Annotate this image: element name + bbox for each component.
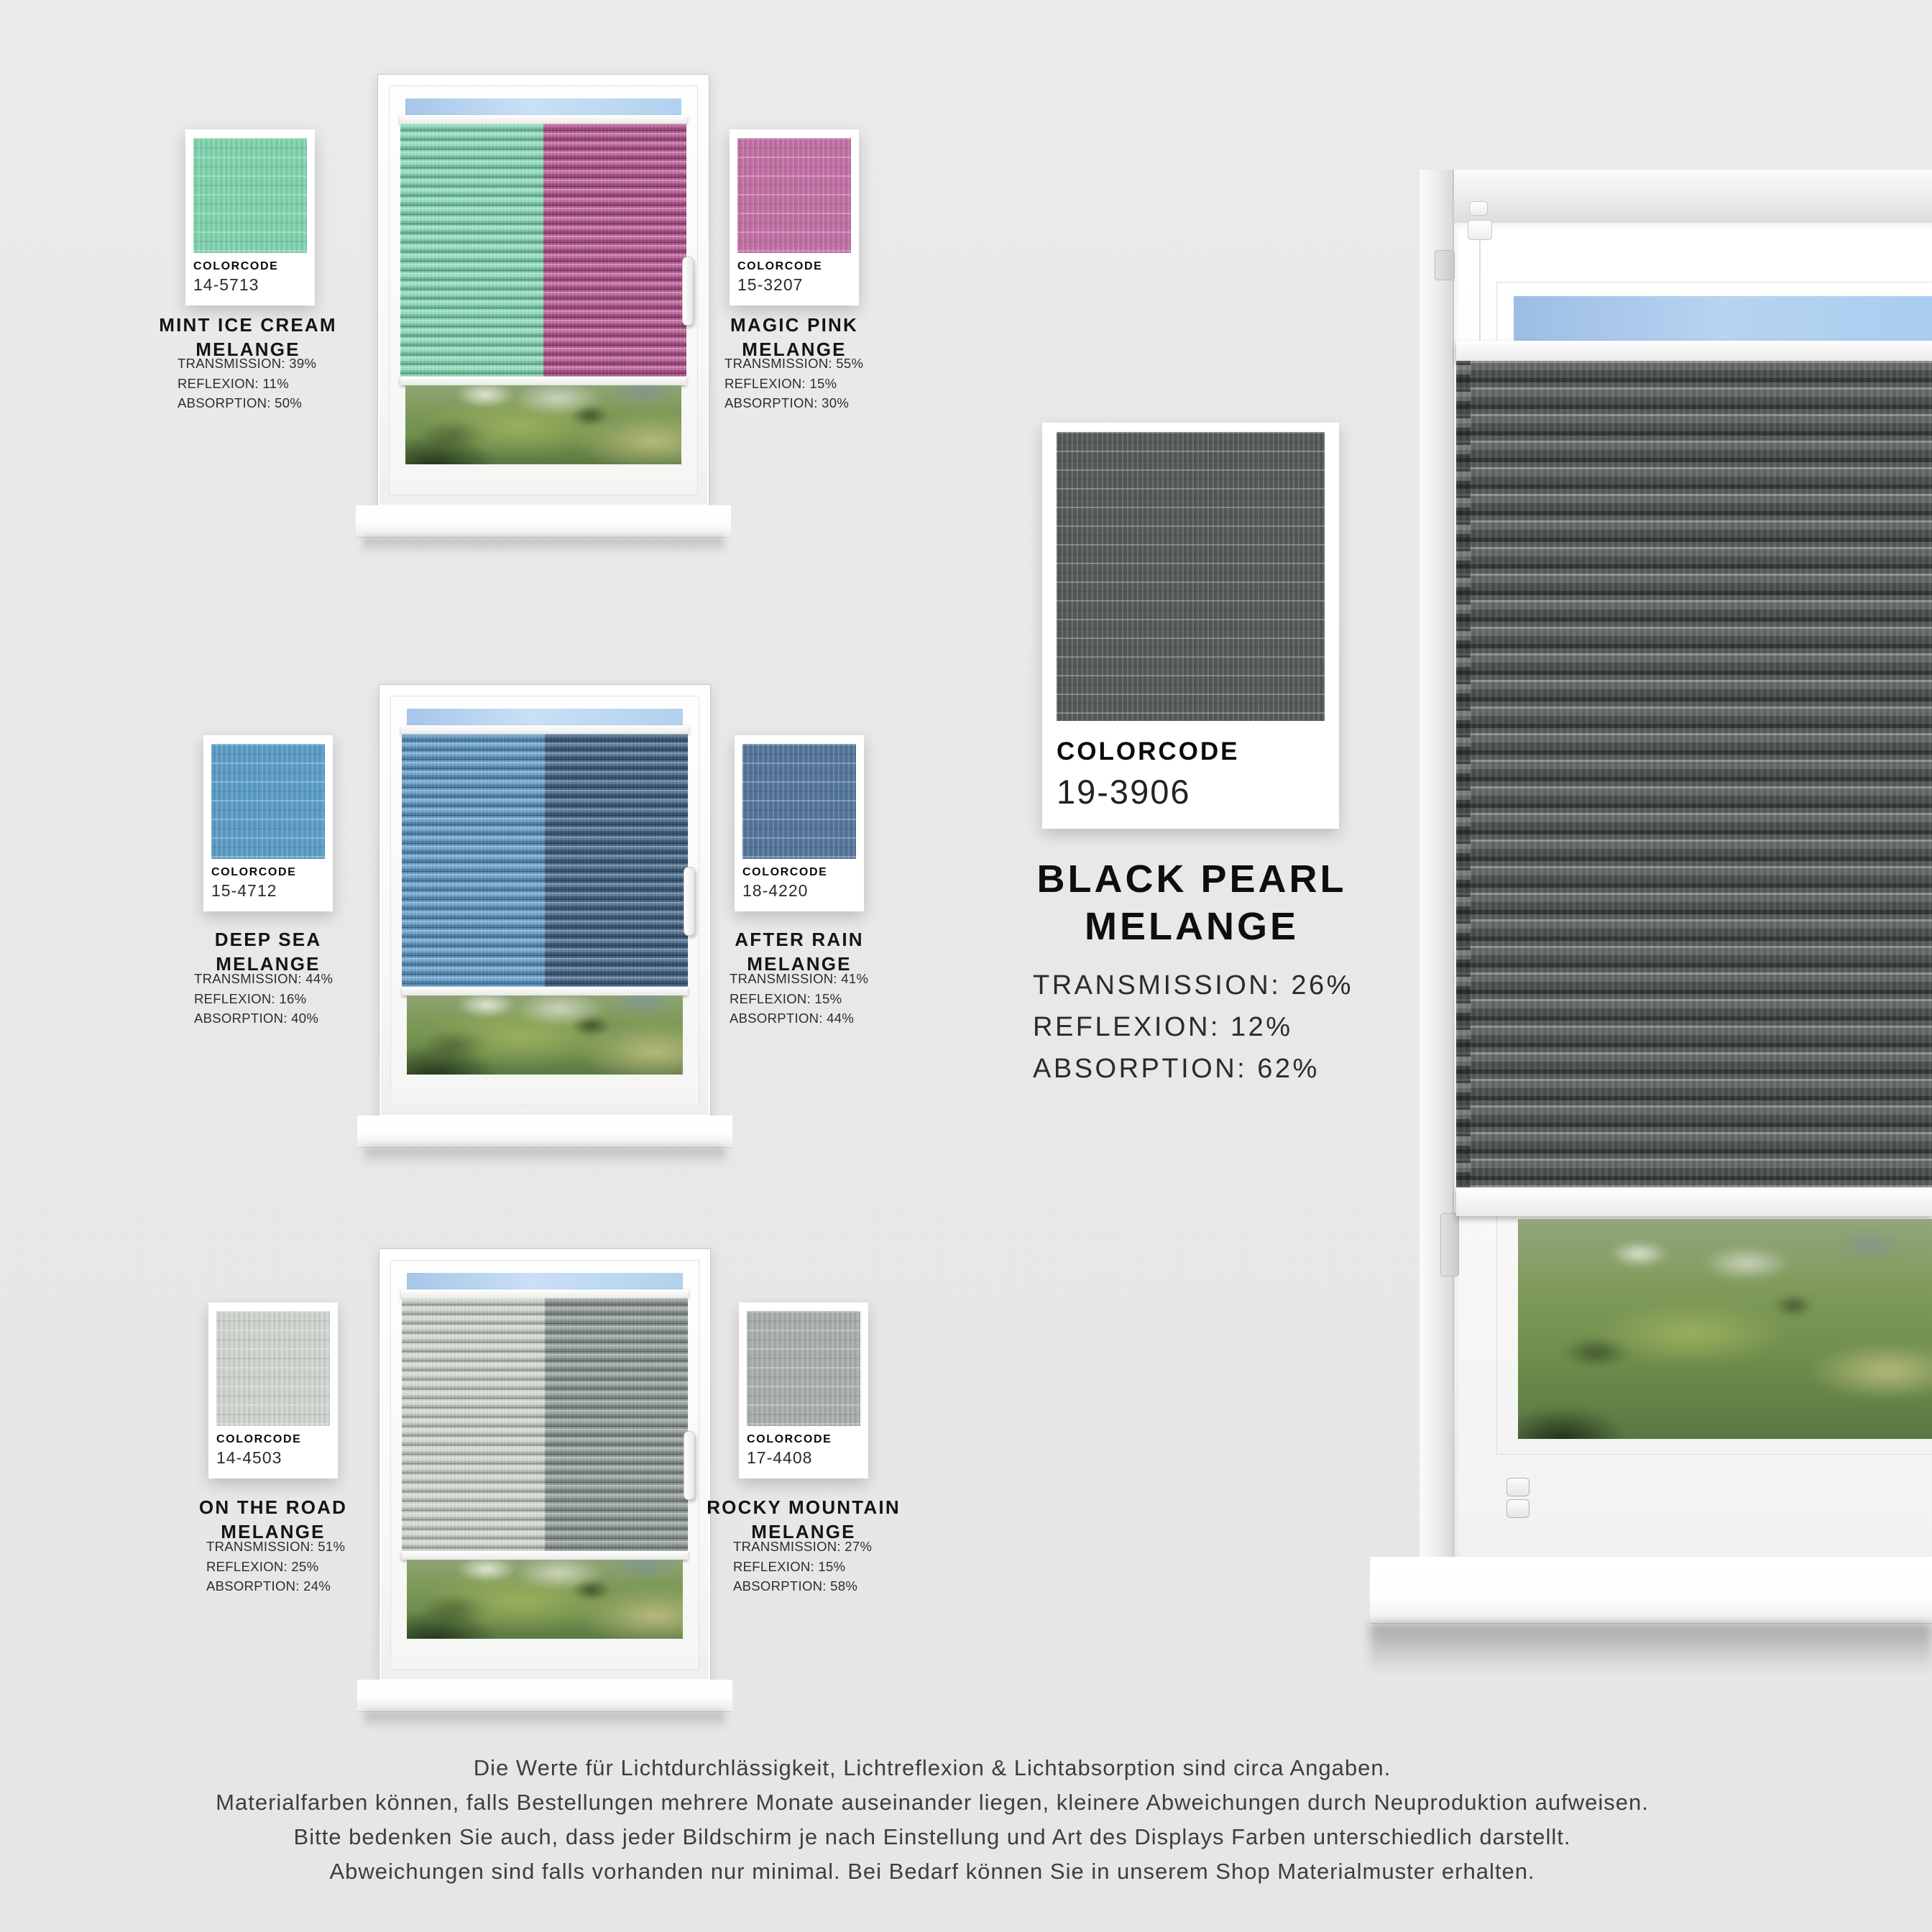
product-stats-magic-pink: TRANSMISSION: 55% REFLEXION: 15% ABSORPTION: 30% (724, 356, 864, 410)
disclaimer-line: Abweichungen sind falls vorhanden nur minimal. Bei Bedarf können Sie in unserem Shop Materialmuster erhalten. (329, 1859, 1535, 1884)
fabric-sample-deep-sea (211, 744, 325, 859)
swatch-card-on-the-road (208, 1302, 338, 1478)
fabric-sample-after-rain (742, 744, 856, 859)
windowsill-1 (356, 505, 731, 537)
product-stats-deep-sea: TRANSMISSION: 44% REFLEXION: 16% ABSORPTION: 40% (194, 971, 334, 1026)
windowsill-shadow (364, 1711, 725, 1729)
landscape-image (1518, 1219, 1932, 1439)
disclaimer-line: Die Werte für Lichtdurchlässigkeit, Lichtreflexion & Lichtabsorption sind circa Angaben. (473, 1755, 1392, 1780)
swatch-card-rocky-mountain (739, 1302, 868, 1478)
colorcode-value: 17-4408 (747, 1448, 813, 1467)
big-window-sky-strip (1514, 296, 1932, 342)
swatch-card-magic-pink (730, 129, 859, 305)
product-stats-rocky-mountain: TRANSMISSION: 27% REFLEXION: 15% ABSORPTION: 58% (733, 1539, 873, 1593)
colorcode-value: 18-4220 (742, 881, 809, 900)
window-mockup-1 (377, 74, 709, 507)
fabric-sample-black-pearl (1057, 432, 1325, 721)
landscape-image (407, 1560, 683, 1639)
landscape-image (405, 385, 681, 464)
blind-tension-knob (1506, 1478, 1530, 1496)
landscape-view (407, 995, 683, 1075)
product-stats-on-the-road: TRANSMISSION: 51% REFLEXION: 25% ABSORPTION: 24% (206, 1539, 346, 1593)
blind-top-rail (401, 725, 689, 734)
colorcode-value: 15-3207 (737, 275, 804, 294)
colorcode-value: 15-4712 (211, 881, 277, 900)
swatch-card-after-rain (735, 735, 864, 911)
window-hinge-bottom (1440, 1213, 1459, 1276)
colorcode-value: 14-4503 (216, 1448, 282, 1467)
window-mockup-2 (379, 684, 711, 1117)
swatch-card-mint (185, 129, 315, 305)
windowsill-shadow (363, 537, 724, 554)
big-windowsill-shadow (1370, 1623, 1932, 1673)
windowsill-3 (357, 1680, 732, 1711)
product-stats-mint: TRANSMISSION: 39% REFLEXION: 11% ABSORPTION: 50% (178, 356, 317, 410)
window-hinge-top (1435, 250, 1455, 280)
colorcode-label: COLORCODE (1057, 737, 1240, 765)
fabric-sample-rocky-mountain (747, 1311, 860, 1426)
big-windowsill (1370, 1557, 1932, 1623)
fabric-sample-mint (193, 138, 307, 253)
big-pleated-blind-black-pearl (1456, 361, 1932, 1187)
pleated-blind (402, 1298, 688, 1551)
landscape-image (407, 995, 683, 1075)
blind-bottom-rail (402, 1551, 688, 1560)
blind-bottom-rail (400, 377, 686, 385)
window-handle (684, 1431, 695, 1500)
colorcode-label: COLORCODE (742, 866, 828, 878)
swatch-card-deep-sea (203, 735, 333, 911)
disclaimer-line: Bitte bedenken Sie auch, dass jeder Bildschirm je nach Einstellung und Art des Displays Farben unterschiedlich darstellt. (293, 1824, 1571, 1849)
swatch-card-black-pearl (1042, 423, 1339, 829)
window-mockup-3 (379, 1248, 711, 1681)
colorcode-label: COLORCODE (216, 1433, 302, 1445)
windowsill-2 (357, 1116, 732, 1147)
window-handle (684, 867, 695, 936)
fabric-sample-magic-pink (737, 138, 851, 253)
blind-mount-clip (1468, 220, 1492, 240)
big-window-casing-top (1420, 170, 1932, 224)
product-stats-after-rain: TRANSMISSION: 41% REFLEXION: 15% ABSORPTION: 44% (730, 971, 869, 1026)
pleated-blind (402, 734, 688, 987)
featured-product-name: BLACK PEARL MELANGE (1036, 857, 1347, 948)
landscape-view (405, 385, 681, 464)
big-landscape-view (1518, 1219, 1932, 1439)
product-name-deep-sea: DEEP SEA MELANGE (214, 929, 322, 975)
colorcode-label: COLORCODE (737, 260, 823, 272)
product-name-on-the-road: ON THE ROAD MELANGE (198, 1496, 348, 1542)
blind-mount-clip (1469, 201, 1488, 216)
featured-product-stats: TRANSMISSION: 26% REFLEXION: 12% ABSORPTION: 62% (1033, 970, 1353, 1084)
product-name-mint: MINT ICE CREAM MELANGE (159, 314, 337, 360)
product-name-magic-pink: MAGIC PINK MELANGE (730, 314, 858, 360)
colorcode-label: COLORCODE (193, 260, 279, 272)
blind-bottom-rail (402, 987, 688, 995)
big-blind-top-rail (1456, 341, 1932, 361)
blind-top-rail (400, 115, 687, 124)
product-name-after-rain: AFTER RAIN MELANGE (735, 929, 864, 975)
blind-half-on-the-road (402, 1298, 545, 1551)
product-name-rocky-mountain: ROCKY MOUNTAIN MELANGE (707, 1496, 901, 1542)
blind-half-deep-sea (402, 734, 545, 987)
colorcode-label: COLORCODE (747, 1433, 832, 1445)
windowsill-shadow (364, 1147, 725, 1164)
blind-tension-knob (1506, 1499, 1530, 1518)
pleated-blind (400, 124, 686, 377)
blind-fold-edge (1456, 361, 1471, 1187)
fabric-sample-on-the-road (216, 1311, 330, 1426)
colorcode-value: 14-5713 (193, 275, 259, 294)
blind-top-rail (401, 1289, 689, 1298)
disclaimer-line: Materialfarben können, falls Bestellungen mehrere Monate auseinander liegen, kleinere Abweichungen durch Neuproduktion aufweisen. (216, 1790, 1649, 1815)
disclaimer-text (138, 1751, 1726, 1889)
landscape-view (407, 1560, 683, 1639)
colorcode-label: COLORCODE (211, 866, 297, 878)
big-blind-bottom-rail (1456, 1187, 1932, 1216)
big-window-casing-left (1420, 170, 1454, 1557)
blind-half-mint (400, 124, 543, 377)
colorcode-value: 19-3906 (1057, 773, 1191, 811)
